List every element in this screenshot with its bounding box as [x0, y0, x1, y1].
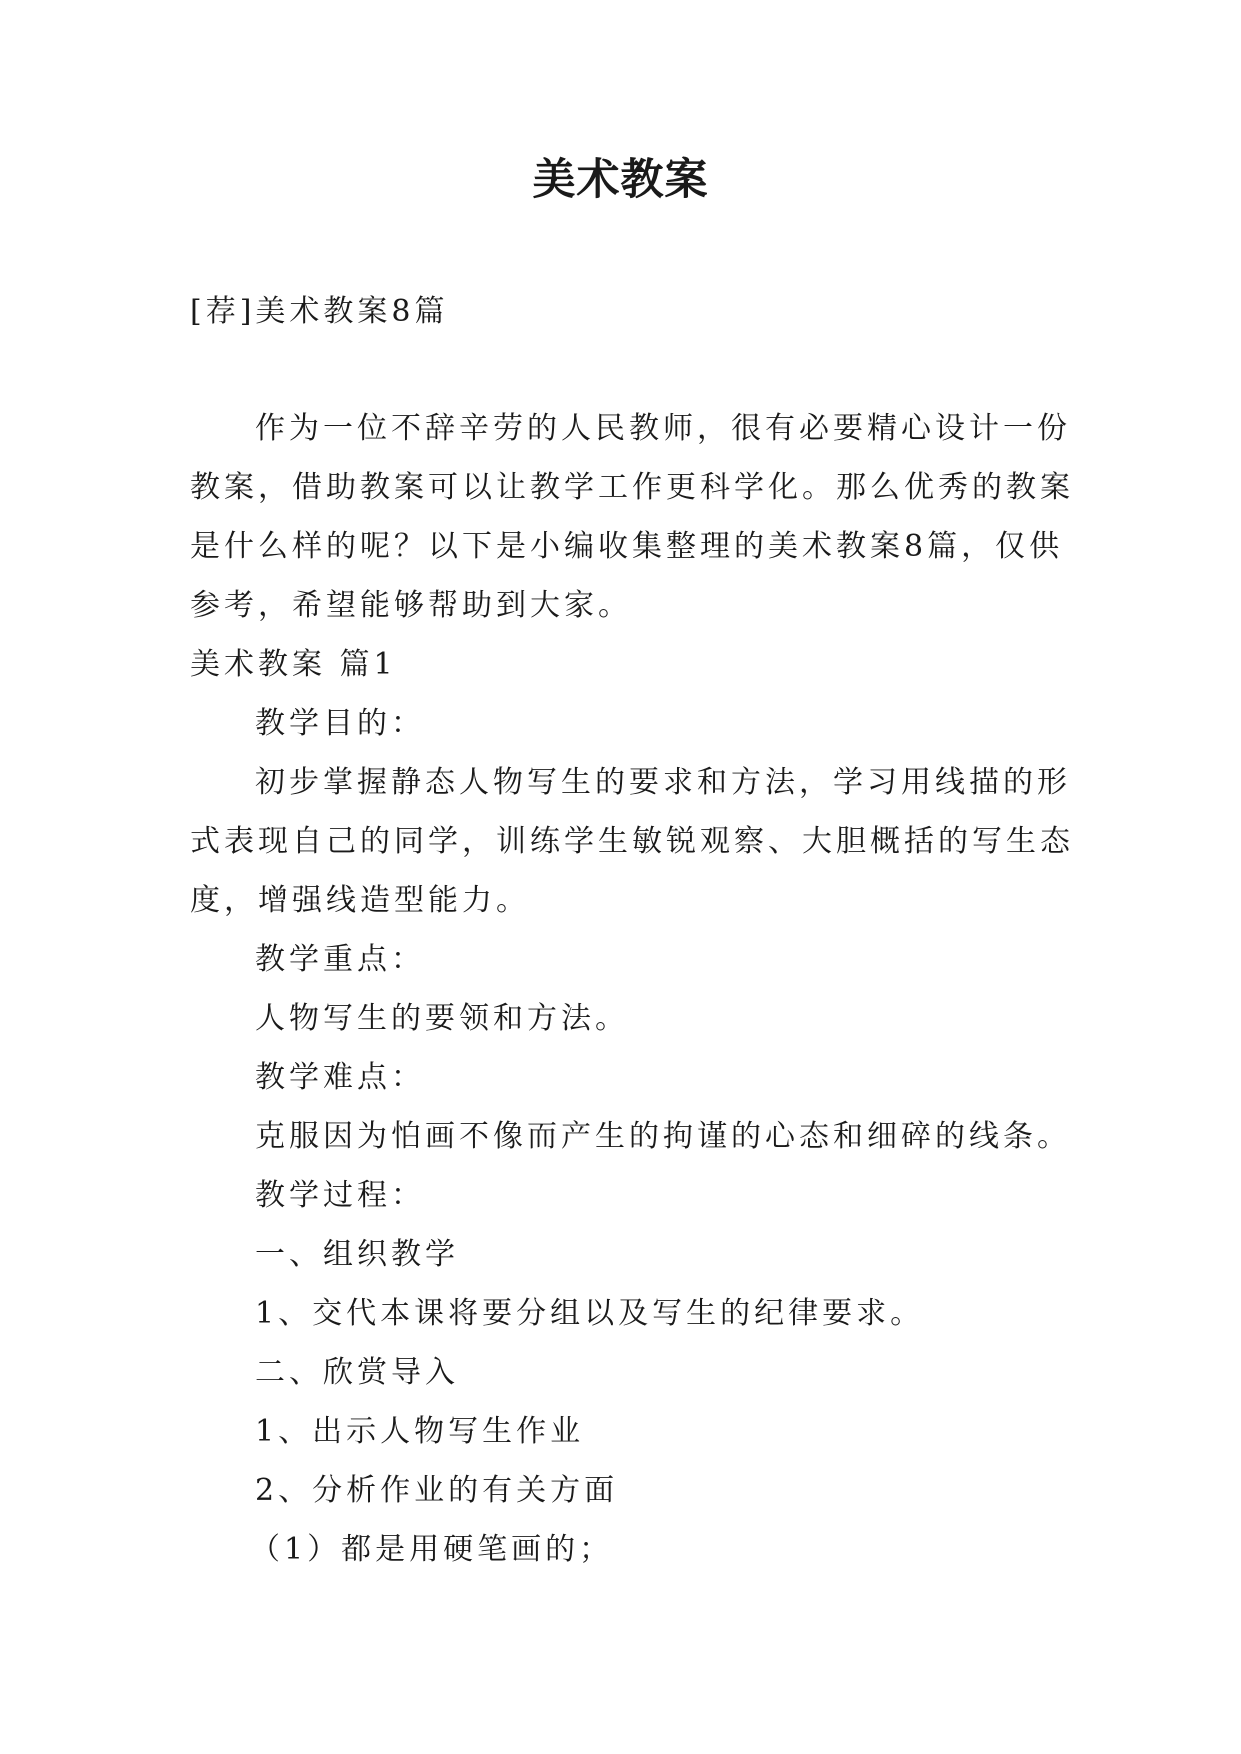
- body-heading-difficulties: 教学难点：: [255, 1060, 425, 1095]
- body-line: （1）都是用硬笔画的；: [250, 1532, 614, 1567]
- intro-line: 是什么样的呢？以下是小编收集整理的美术教案8篇，仅供: [190, 529, 1064, 564]
- intro-line: 作为一位不辞辛劳的人民教师，很有必要精心设计一份: [255, 411, 1071, 446]
- body-line: 1、交代本课将要分组以及写生的纪律要求。: [255, 1296, 925, 1331]
- intro-line: 参考，希望能够帮助到大家。: [190, 588, 632, 623]
- body-line: 二、欣赏导入: [255, 1355, 459, 1390]
- body-heading-objectives: 教学目的：: [255, 706, 425, 741]
- body-heading-process: 教学过程：: [255, 1178, 425, 1213]
- body-line: 度，增强线造型能力。: [190, 883, 530, 918]
- intro-line: 教案，借助教案可以让教学工作更科学化。那么优秀的教案: [190, 470, 1074, 505]
- body-line: 2、分析作业的有关方面: [255, 1473, 619, 1508]
- document-subtitle: [荐]美术教案8篇: [190, 294, 449, 329]
- body-line: 式表现自己的同学，训练学生敏锐观察、大胆概括的写生态: [190, 824, 1074, 859]
- body-line: 初步掌握静态人物写生的要求和方法，学习用线描的形: [255, 765, 1071, 800]
- body-heading-key-points: 教学重点：: [255, 942, 425, 977]
- document-title: 美术教案: [532, 155, 709, 205]
- body-line: 1、出示人物写生作业: [255, 1414, 585, 1449]
- body-line: 克服因为怕画不像而产生的拘谨的心态和细碎的线条。: [255, 1119, 1071, 1154]
- section-heading: 美术教案 篇1: [190, 647, 397, 682]
- body-line: 人物写生的要领和方法。: [255, 1001, 629, 1036]
- body-line: 一、组织教学: [255, 1237, 459, 1272]
